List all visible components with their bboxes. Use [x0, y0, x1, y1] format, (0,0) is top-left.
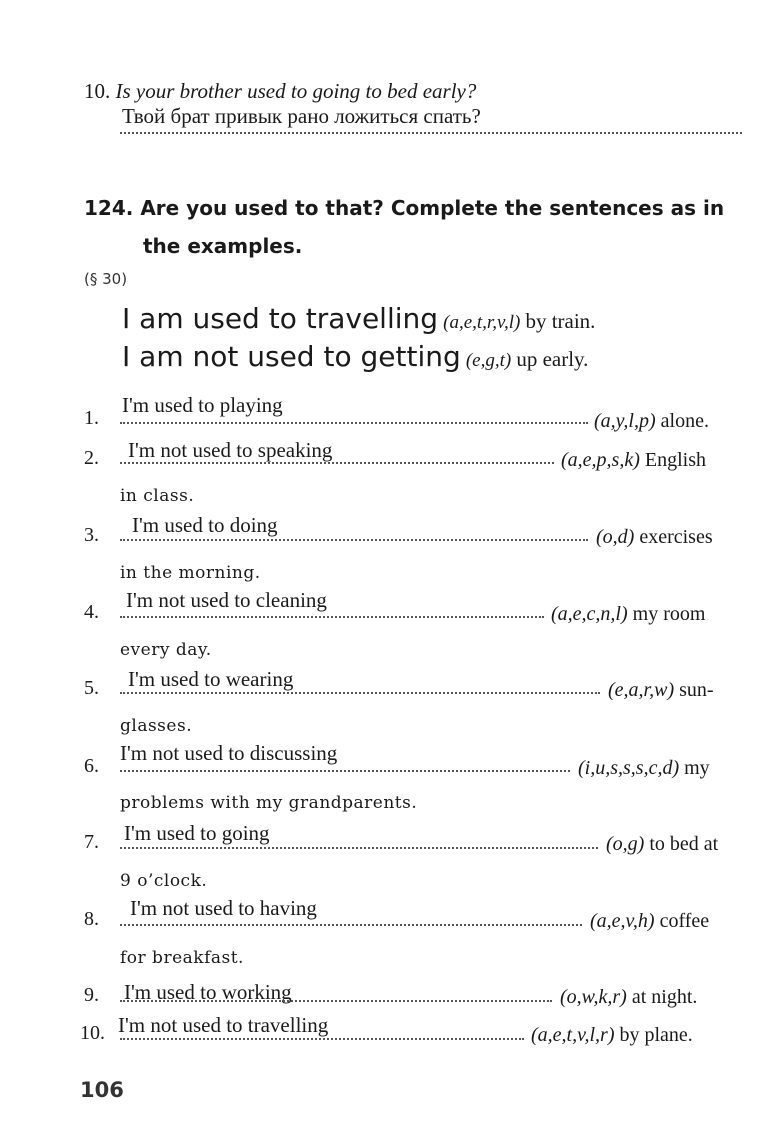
exercise-title-line2: the examples.	[143, 234, 303, 258]
handwritten-answer: I'm used to working	[124, 980, 292, 1004]
continuation-text: glasses.	[120, 716, 193, 736]
item-number: 3.	[84, 524, 99, 546]
item-number: 1.	[84, 407, 99, 429]
item-2-tail	[561, 449, 706, 472]
handwritten-answer: I'm used to going	[124, 821, 270, 845]
example-rest: up early.	[516, 347, 589, 371]
sentence-rest: exercises	[639, 526, 713, 548]
exercise-number: 124.	[84, 196, 134, 220]
letter-hint: (o,w,k,r)	[560, 986, 627, 1008]
sentence-rest: by plane.	[619, 1024, 693, 1046]
continuation-text: every day.	[120, 640, 212, 660]
item-number: 2.	[84, 447, 99, 469]
answer-line	[120, 616, 544, 618]
exercise-heading	[84, 196, 724, 220]
continuation-text: in the morning.	[120, 563, 261, 583]
example-hint: (a,e,t,r,v,l)	[443, 312, 521, 333]
continuation-text: problems with my grandparents.	[120, 793, 418, 813]
item-3-tail	[596, 526, 713, 549]
sentence-rest: English	[644, 449, 706, 471]
answer-line	[120, 924, 582, 926]
item-number: 7.	[84, 831, 99, 853]
handwritten-answer: I'm not used to having	[130, 896, 317, 920]
letter-hint: (a,y,l,p)	[594, 410, 656, 432]
letter-hint: (o,d)	[596, 526, 635, 548]
item-7-tail	[606, 833, 718, 856]
sentence-rest: sun-	[679, 679, 714, 701]
continuation-text: in class.	[120, 486, 195, 506]
item-8-tail	[590, 910, 709, 933]
sentence-rest: my room	[632, 603, 706, 625]
letter-hint: (a,e,v,h)	[590, 910, 655, 932]
example-hint: (e,g,t)	[465, 350, 512, 371]
answer-line	[120, 1000, 552, 1002]
letter-hint: (i,u,s,s,s,c,d)	[578, 757, 680, 779]
item-6-tail	[578, 757, 710, 780]
handwritten-answer: I'm not used to speaking	[128, 438, 333, 462]
item-number: 9.	[84, 984, 99, 1006]
prev-item-question: Is your brother used to going to bed early?	[115, 79, 477, 103]
letter-hint: (a,e,c,n,l)	[551, 603, 628, 625]
example-text: I am used to travelling	[122, 302, 439, 335]
item-10-tail	[531, 1024, 693, 1047]
continuation-text: for breakfast.	[120, 948, 244, 968]
answer-line	[120, 692, 600, 694]
answer-line	[120, 539, 588, 541]
item-number: 6.	[84, 755, 99, 777]
answer-line	[120, 422, 588, 424]
exercise-title-line1: Are you used to that? Complete the sentences as in	[140, 196, 725, 220]
handwritten-answer: I'm not used to travelling	[118, 1013, 329, 1037]
answer-line	[120, 770, 570, 772]
sentence-rest: at night.	[631, 986, 698, 1008]
sentence-rest: alone.	[660, 410, 709, 432]
prev-item-answer: Твой брат привык рано ложиться спать?	[122, 104, 481, 128]
example-text: I am not used to getting	[122, 340, 461, 373]
sentence-rest: to bed at	[649, 833, 719, 855]
item-number: 8.	[84, 908, 99, 930]
handwritten-answer: I'm used to wearing	[128, 667, 294, 691]
item-5-tail	[608, 679, 714, 702]
exercise-reference: (§ 30)	[84, 270, 128, 288]
example-2	[122, 340, 588, 373]
continuation-text: 9 o’clock.	[120, 871, 208, 891]
sentence-rest: coffee	[659, 910, 710, 932]
answer-line	[120, 132, 742, 134]
letter-hint: (a,e,t,v,l,r)	[531, 1024, 615, 1046]
prev-item	[84, 79, 476, 104]
example-1	[122, 302, 595, 335]
answer-line	[120, 462, 554, 464]
letter-hint: (e,a,r,w)	[608, 679, 675, 701]
item-number: 4.	[84, 601, 99, 623]
prev-item-number: 10.	[84, 79, 111, 103]
item-4-tail	[551, 603, 705, 626]
sentence-rest: my	[684, 757, 710, 779]
handwritten-answer: I'm used to doing	[132, 513, 278, 537]
handwritten-answer: I'm used to playing	[122, 393, 283, 417]
handwritten-answer: I'm not used to cleaning	[126, 588, 327, 612]
item-number: 10.	[80, 1022, 105, 1044]
item-9-tail	[560, 986, 697, 1009]
answer-line	[120, 847, 598, 849]
letter-hint: (a,e,p,s,k)	[561, 449, 640, 471]
handwritten-answer: I'm not used to discussing	[120, 741, 338, 765]
page-number: 106	[80, 1078, 124, 1102]
item-number: 5.	[84, 677, 99, 699]
item-1-tail	[594, 410, 709, 433]
letter-hint: (o,g)	[606, 833, 645, 855]
answer-line	[120, 1038, 524, 1040]
example-rest: by train.	[525, 309, 596, 333]
